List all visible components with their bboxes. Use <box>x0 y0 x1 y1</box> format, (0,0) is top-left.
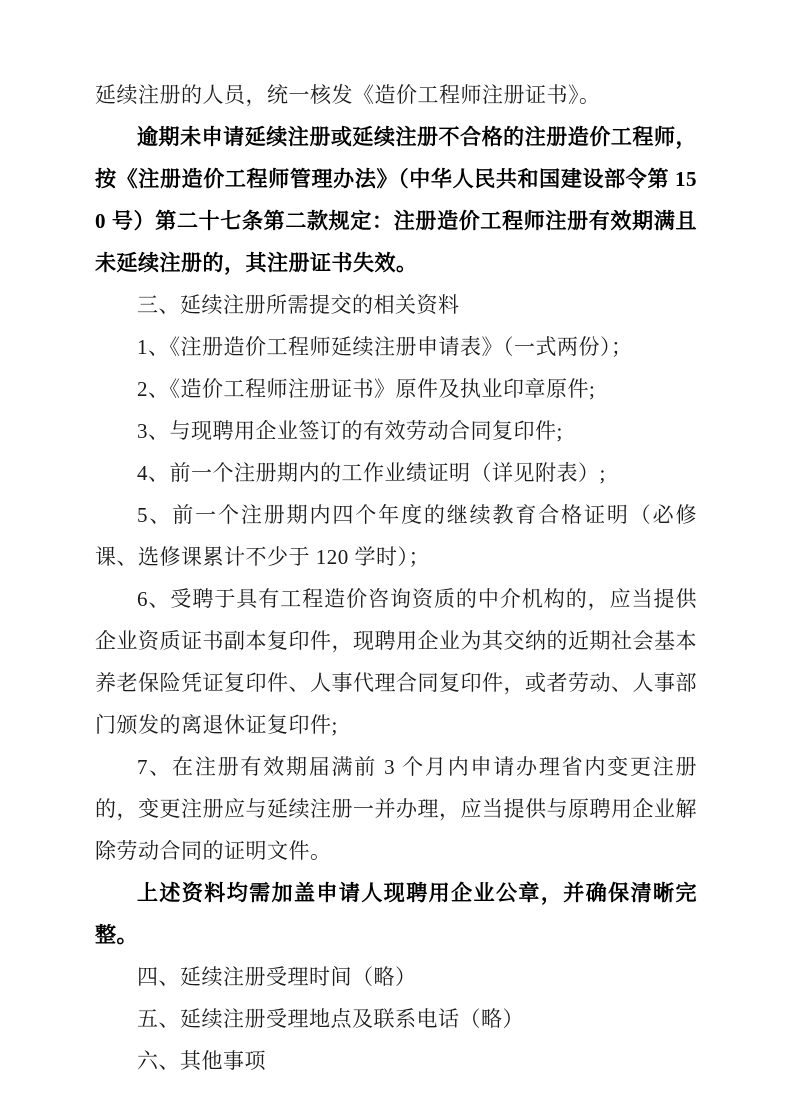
paragraph: 7、在注册有效期届满前 3 个月内申请办理省内变更注册的，变更注册应与延续注册一并办理，应当提供与原聘用企业解除劳动合同的证明文件。 <box>95 755 697 863</box>
paragraph: 延续注册的人员，统一核发《造价工程师注册证书》。 <box>95 83 601 107</box>
paragraph: 6、受聘于具有工程造价咨询资质的中介机构的，应当提供企业资质证书副本复印件，现聘用企业为其交纳的近期社会基本养老保险凭证复印件、人事代理合同复印件，或者劳动、人事部门颁发的离退休证复印件; <box>95 587 697 737</box>
paragraph: 1、《注册造价工程师延续注册申请表》（一式两份）； <box>137 335 633 359</box>
paragraph: 5、前一个注册期内四个年度的继续教育合格证明（必修课、选修课累计不少于 120 学时）； <box>95 503 697 569</box>
paragraph: 2、《造价工程师注册证书》原件及执业印章原件; <box>137 377 596 401</box>
paragraph: 三、延续注册所需提交的相关资料 <box>137 293 460 317</box>
paragraph-emphasized: 上述资料均需加盖申请人现聘用企业公章，并确保清晰完整。 <box>95 881 697 947</box>
paragraph: 3、与现聘用企业签订的有效劳动合同复印件; <box>137 419 563 443</box>
paragraph-emphasized: 逾期未申请延续注册或延续注册不合格的注册造价工程师，按《注册造价工程师管理办法》（中华人民共和国建设部令第 150 号）第二十七条第二款规定：注册造价工程师注册有效期满且未延续注册的，其注册证书失效。 <box>95 125 697 275</box>
paragraph: 4、前一个注册期内的工作业绩证明（详见附表）; <box>137 461 606 485</box>
paragraph: 五、延续注册受理地点及联系电话（略） <box>137 1007 524 1031</box>
document-body <box>95 74 697 1082</box>
paragraph: 四、延续注册受理时间（略） <box>137 965 417 989</box>
paragraph: 六、其他事项 <box>137 1049 266 1073</box>
